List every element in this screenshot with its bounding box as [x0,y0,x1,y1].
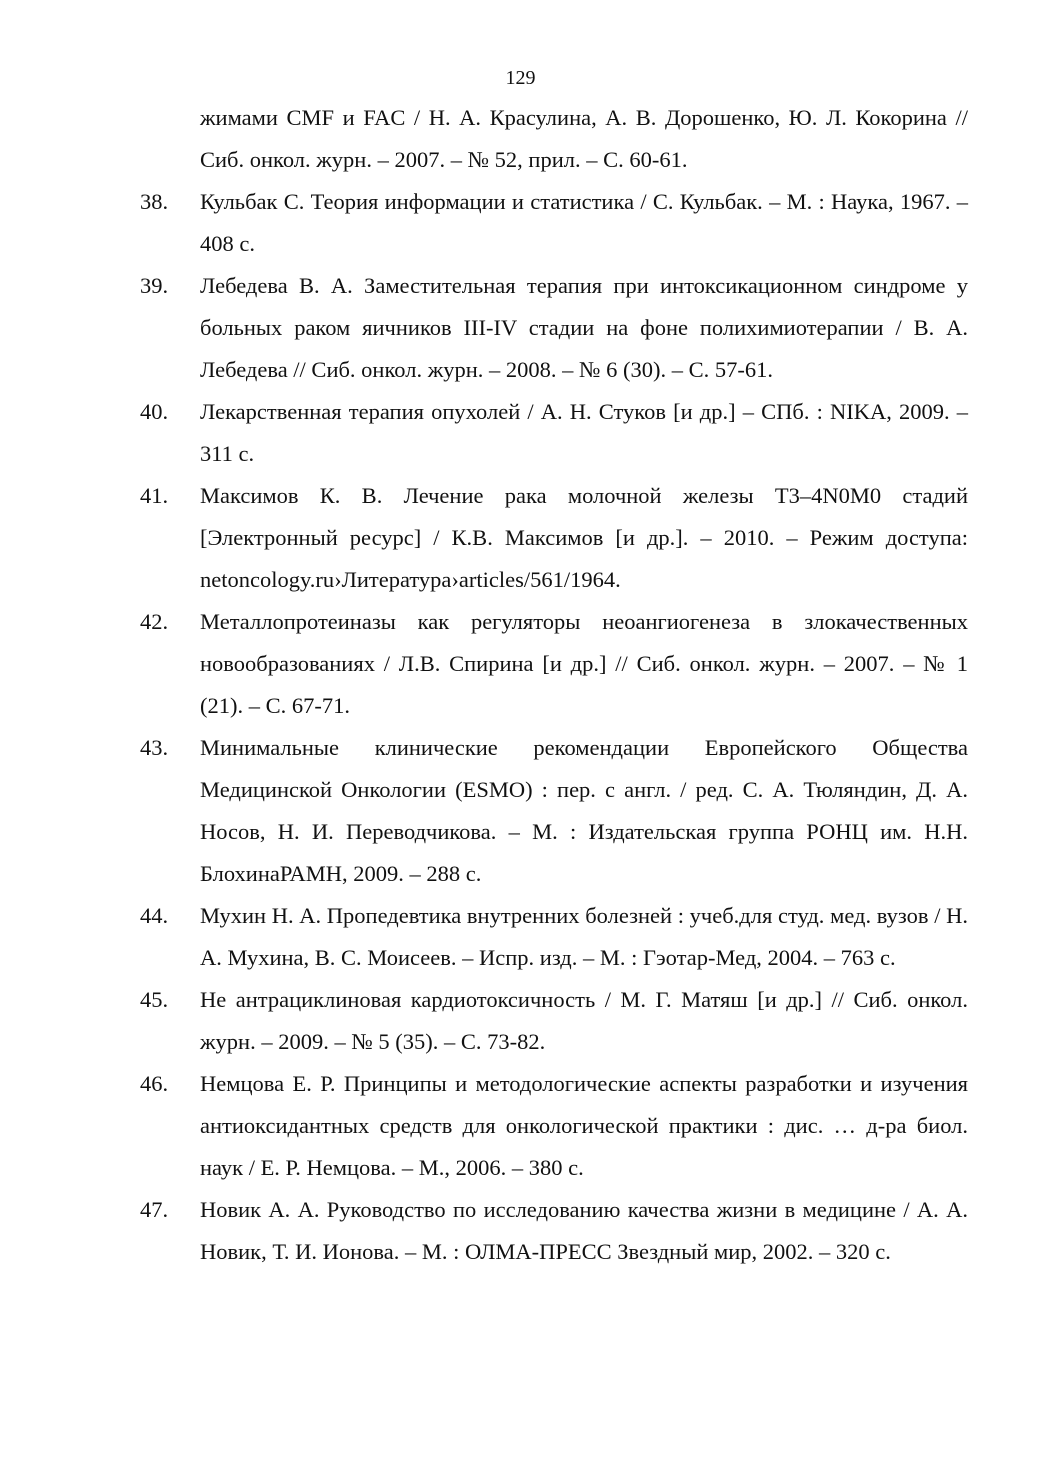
reference-text: Не антрациклиновая кардиотоксичность / М. Г. Матяш [и др.] // Сиб. онкол. журн. – 2009. – № 5 (35). – С. 73-82. [200,987,968,1054]
reference-item-39 [140,265,968,391]
reference-number: 41. [140,483,169,508]
reference-text: Лекарственная терапия опухолей / А. Н. Стуков [и др.] – СПб. : NIKA, 2009. – 311 с. [200,399,968,466]
reference-text: жимами CMF и FAC / Н. А. Красулина, А. В. Дорошенко, Ю. Л. Кокорина // Сиб. онкол. журн. – 2007. – № 52, прил. – С. 60-61. [200,105,968,172]
reference-text: Кульбак С. Теория информации и статистика / С. Кульбак. – М. : Наука, 1967. – 408 с. [200,189,968,256]
reference-text: Максимов К. В. Лечение рака молочной железы Т3–4N0M0 стадий [Электронный ресурс] / К.В. Максимов [и др.]. – 2010. – Режим доступа: netoncology.ru›Литература›articles/561/1964. [200,483,968,592]
reference-item-41 [140,475,968,601]
reference-text: Минимальные клинические рекомендации Европейского Общества Медицинской Онкологии (ESMO) : пер. с англ. / ред. С. А. Тюляндин, Д. А. Носов, Н. И. Переводчикова. – М. : Издательская группа РОНЦ им. Н.Н. БлохинаРАМН, 2009. – 288 с. [200,735,968,886]
reference-number: 40. [140,399,169,424]
reference-item-47 [140,1189,968,1273]
reference-text: Мухин Н. А. Пропедевтика внутренних болезней : учеб.для студ. мед. вузов / Н. А. Мухина, В. С. Моисеев. – Испр. изд. – М. : Гэотар-Мед, 2004. – 763 с. [200,903,968,970]
page-number: 129 [505,67,536,89]
reference-item-38 [140,181,968,265]
reference-text: Лебедева В. А. Заместительная терапия при интоксикационном синдроме у больных раком яичников III-IV стадии на фоне полихимиотерапии / В. А. Лебедева // Сиб. онкол. журн. – 2008. – № 6 (30). – С. 57-61. [200,273,968,382]
reference-item-46 [140,1063,968,1189]
reference-number: 38. [140,189,169,214]
reference-number: 42. [140,609,169,634]
reference-continuation [140,97,968,181]
reference-text: Новик А. А. Руководство по исследованию качества жизни в медицине / А. А. Новик, Т. И. Ионова. – М. : ОЛМА-ПРЕСС Звездный мир, 2002. – 320 с. [200,1197,968,1264]
reference-item-43 [140,727,968,895]
reference-number: 45. [140,987,169,1012]
reference-list [140,97,968,1273]
reference-number: 47. [140,1197,169,1222]
reference-text: Немцова Е. Р. Принципы и методологические аспекты разработки и изучения антиоксидантных средств для онкологической практики : дис. … д-ра биол. наук / Е. Р. Немцова. – М., 2006. – 380 с. [200,1071,968,1180]
reference-item-42 [140,601,968,727]
reference-number: 43. [140,735,169,760]
reference-item-40 [140,391,968,475]
reference-item-45 [140,979,968,1063]
reference-item-44 [140,895,968,979]
reference-number: 46. [140,1071,169,1096]
reference-number: 44. [140,903,169,928]
reference-text: Металлопротеиназы как регуляторы неоангиогенеза в злокачественных новообразованиях / Л.В. Спирина [и др.] // Сиб. онкол. журн. – 2007. – № 1 (21). – С. 67-71. [200,609,968,718]
reference-number: 39. [140,273,169,298]
